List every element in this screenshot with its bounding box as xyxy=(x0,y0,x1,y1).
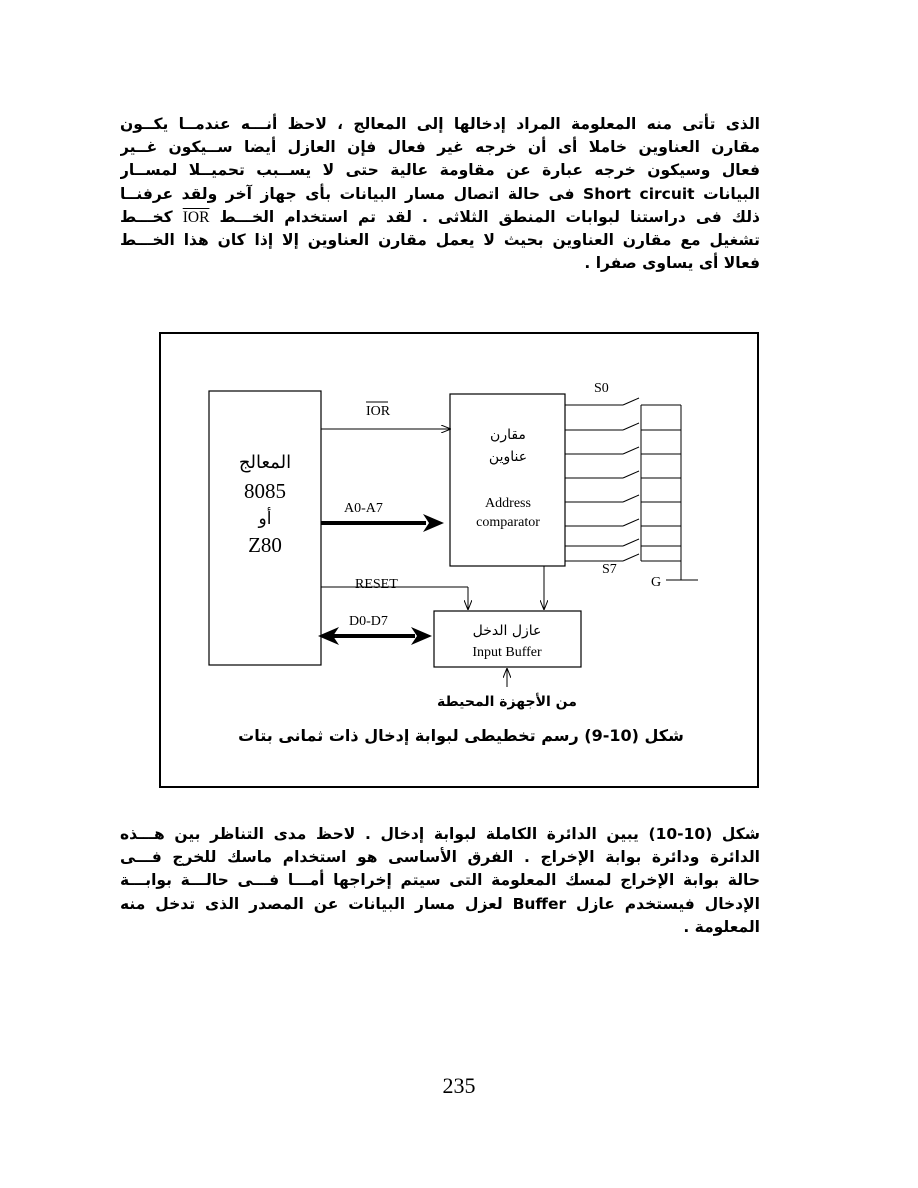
paragraph-line: فعالا أى يساوى صفرا . xyxy=(584,254,760,273)
paragraph-line-tail: كخـــط xyxy=(120,207,173,226)
reset-label: RESET xyxy=(355,577,398,592)
comparator-label-ar-1: مقارن xyxy=(490,427,526,443)
paragraph-line: البيانات Short circuit فى حالة اتصال مسار البيانات بأى جهاز آخر ولقد عرفنــا xyxy=(120,184,760,203)
switch-s0-label: S0 xyxy=(594,381,609,396)
paragraph-line: مقارن العناوين خاملا أى أن خرجه غير فعال فإن العازل أيضا ســيكون غــير xyxy=(120,138,760,157)
paragraph-line: تشغيل مع مقارن العناوين بحيث لا يعمل مقارن العناوين إلا إذا كان هذا الخـــط xyxy=(120,231,760,250)
paragraph-line: الإدخال فيستخدم عازل Buffer لعزل مسار البيانات عن المصدر الذى تدخل منه xyxy=(120,894,760,913)
processor-model-z80: Z80 xyxy=(248,533,282,557)
ground-label: G xyxy=(651,575,662,590)
dip-switches xyxy=(565,398,698,580)
input-port-diagram xyxy=(159,332,759,788)
address-bus-arrowhead xyxy=(423,514,444,532)
paragraph-1 xyxy=(120,113,760,275)
paragraph-line-ior xyxy=(120,206,760,229)
ior-overline-text: IOR xyxy=(182,208,210,226)
paragraph-line: المعلومة . xyxy=(683,917,760,936)
peripherals-label: من الأجهزة المحيطة xyxy=(437,694,577,710)
paragraph-line: الذى تأتى منه المعلومة المراد إدخالها إلى المعالج ، لاحظ أنـــه عندمــا يكــون xyxy=(120,115,760,133)
buffer-label-ar: عازل الدخل xyxy=(472,623,542,639)
ior-label: IOR xyxy=(366,404,391,419)
paragraph-line: فعال وسيكون خرجه عبارة عن مقاومة عالية حتى لا يســبب تحميــلا لمســار xyxy=(120,161,760,180)
paragraph-line: حالة بوابة الإخراج لمسك المعلومة التى سيتم إخراجها أمـــا فـــى حالـــة بوابـــة xyxy=(120,871,760,890)
paragraph-line: شكل (10-10) يبين الدائرة الكاملة لبوابة إدخال . لاحظ مدى التناظر بين هـــذه xyxy=(120,825,760,843)
diagram-canvas xyxy=(161,334,761,790)
comparator-label-en-1: Address xyxy=(485,496,531,511)
data-bus-label: D0-D7 xyxy=(349,614,388,629)
comparator-label-en-2: comparator xyxy=(476,515,540,530)
address-comparator-block xyxy=(450,394,565,566)
paragraph-line: الدائرة ودائرة بوابة الإخراج . الفرق الأساسى هو استخدام ماسك للخرج فـــى xyxy=(120,848,760,867)
processor-or-label: أو xyxy=(258,509,272,529)
processor-model-8085: 8085 xyxy=(244,479,286,503)
address-bus-label: A0-A7 xyxy=(344,501,383,516)
figure-caption: شكل (10-9) رسم تخطيطى لبوابة إدخال ذات ثمانى بتات xyxy=(238,726,684,745)
buffer-label-en: Input Buffer xyxy=(472,645,542,660)
paragraph-2 xyxy=(120,823,760,939)
comparator-label-ar-2: عناوين xyxy=(488,449,528,465)
page-number: 235 xyxy=(442,1073,476,1098)
processor-label-ar: المعالج xyxy=(238,452,292,473)
switch-s7-label: S7 xyxy=(602,562,617,577)
paragraph-line-text: ذلك فى دراستنا لبوابات المنطق الثلاثى . لقد تم استخدام الخـــط xyxy=(219,207,760,226)
